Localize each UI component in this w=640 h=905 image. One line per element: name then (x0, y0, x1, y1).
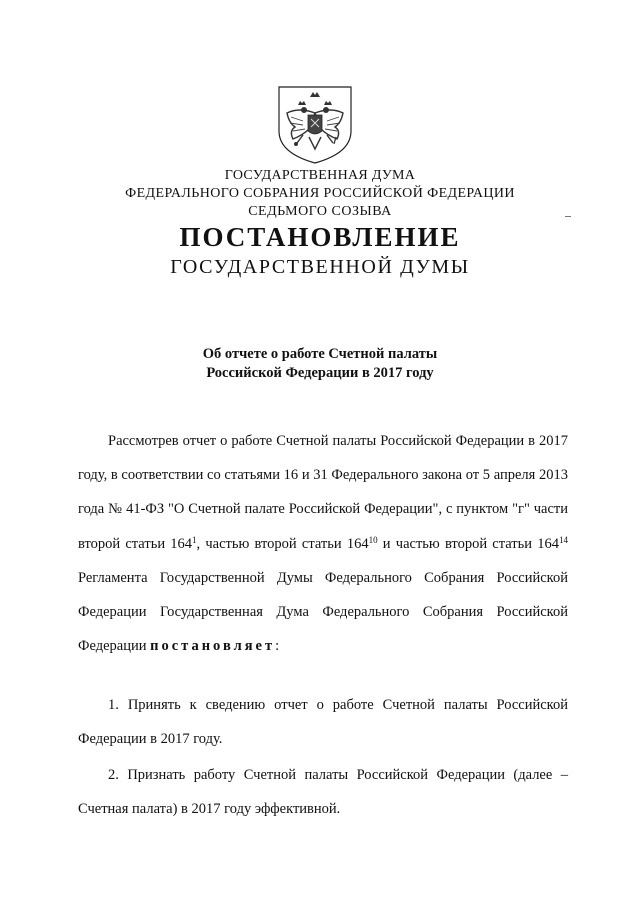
preamble-text-2: , частью второй статьи 164 (196, 535, 369, 552)
preamble-colon: : (275, 638, 280, 655)
superscript-10: 10 (368, 534, 378, 545)
document-type-title: ПОСТАНОВЛЕНИЕ (179, 222, 461, 252)
convocation-line: СЕДЬМОГО СОЗЫВА (248, 204, 392, 219)
org-name-line-2: ФЕДЕРАЛЬНОГО СОБРАНИЯ РОССИЙСКОЙ ФЕДЕРАЦИИ (125, 186, 515, 201)
subject-line-2: Российской Федерации в 2017 году (206, 365, 434, 381)
preamble-text-4: Регламента Государственной Думы Федерального Собрания Российской Федерации Государственная Дума Федерального Собрания Российской Федерации (78, 569, 568, 655)
coat-of-arms-emblem-icon (273, 83, 357, 167)
margin-mark (565, 216, 571, 217)
resolution-item-2: 2. Признать работу Счетной палаты Российской Федерации (далее – Счетная палата) в 2017 году эффективной. (78, 767, 568, 818)
document-subtitle: ГОСУДАРСТВЕННОЙ ДУМЫ (170, 256, 470, 278)
subject-line-1: Об отчете о работе Счетной палаты (202, 346, 438, 362)
superscript-14: 14 (558, 534, 568, 545)
preamble-paragraph (78, 424, 568, 663)
superscript-1: 1 (192, 534, 197, 545)
org-name-line-1: ГОСУДАРСТВЕННАЯ ДУМА (224, 168, 416, 183)
resolves-word: постановляет (150, 638, 276, 655)
preamble-text-3: и частью второй статьи 164 (377, 535, 559, 552)
preamble-text-1: Рассмотрев отчет о работе Счетной палаты Российской Федерации в 2017 году, в соответствии со статьями 16 и 31 Федерального закона от 5 апреля 2013 года № 41-ФЗ "О Счетной палате Российской Федерации", с пунктом "г" части второй статьи 164 (78, 433, 568, 552)
resolution-item-1: 1. Принять к сведению отчет о работе Счетной палаты Российской Федерации в 2017 году. (78, 697, 568, 748)
